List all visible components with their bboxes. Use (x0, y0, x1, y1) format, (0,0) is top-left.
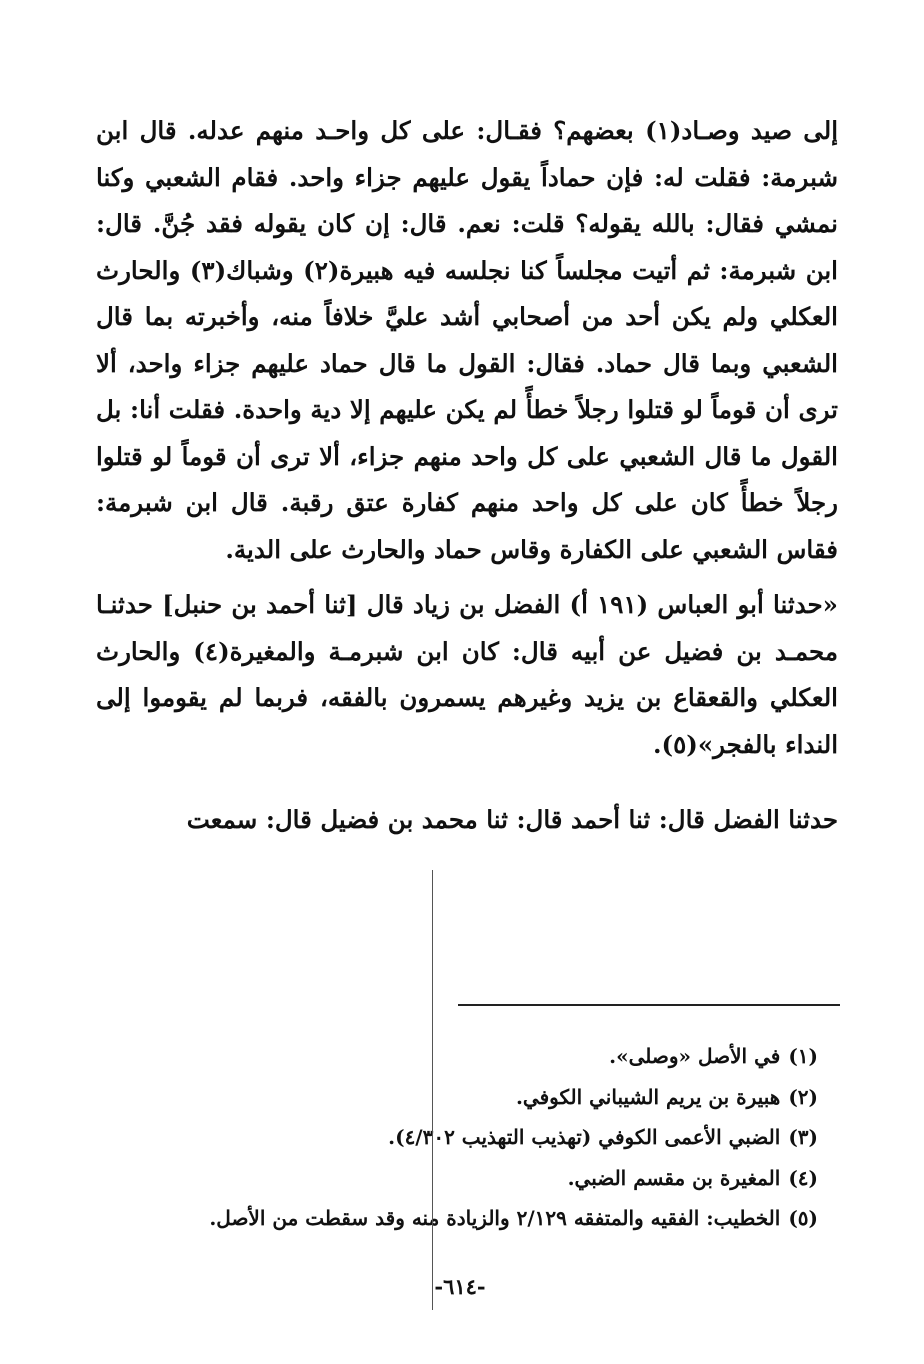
footnote-4 (96, 1158, 818, 1199)
footnote-text: المغيرة بن مقسم الضبي. (567, 1165, 781, 1190)
body-paragraph-2: «حدثنا أبو العباس (١٩١ أ) الفضل بن زياد قال [ثنا أحمد بن حنبل] حدثنـا محمـد بن فضيل عن أبيه قال: كان ابن شبرمـة والمغيرة(٤) والحارث العكلي والقعقاع بن يزيد وغيرهم يسمرون بالفقه، فربما لم يقوموا إلى النداء بالفجر»(٥). (96, 590, 838, 759)
body-paragraph-1: إلى صيد وصـاد(١) بعضهم؟ فقـال: على كل واحـد منهم عدله. قال ابن شبرمة: فقلت له: فإن حماداً يقول عليهم جزاء واحد. فقام الشعبي وكنا نمشي فقال: بالله يقوله؟ قلت: نعم. قال: إن كان يقوله فقد جُنَّ. قال: ابن شبرمة: ثم أتيت مجلساً كنا نجلسه فيه هبيرة(٢) وشباك(٣) والحارث العكلي ولم يكن أحد من أصحابي أشد عليَّ خلافاً منه، وأخبرته بما قال الشعبي وبما قال حماد. فقال: القول ما قال حماد عليهم جزاء واحد، ألا ترى أن قوماً لو قتلوا رجلاً خطأً لم يكن عليهم إلا دية واحدة. فقلت أنا: بل القول ما قال الشعبي على كل واحد منهم جزاء، ألا ترى أن قوماً لو قتلوا رجلاً خطأً كان على كل واحد منهم كفارة عتق رقبة. قال ابن شبرمة: فقاس الشعبي على الكفارة وقاس حماد والحارث على الدية. (96, 116, 838, 564)
footnote-text: في الأصل «وصلى». (609, 1044, 781, 1068)
footnote-text: الضبي الأعمى الكوفي (تهذيب التهذيب ٤/٣٠٢). (388, 1125, 781, 1149)
footnote-number: (٤) (788, 1165, 818, 1190)
footnote-5 (96, 1198, 818, 1239)
footnote-number: (٣) (788, 1125, 818, 1149)
footnote-number: (٥) (788, 1206, 818, 1230)
scan-artifact-line (432, 870, 433, 1310)
footnote-1 (96, 1036, 818, 1077)
footnote-3 (96, 1117, 818, 1158)
footnote-number: (٢) (788, 1084, 818, 1109)
footnote-text: الخطيب: الفقيه والمتفقه ٢/١٢٩ والزيادة منه وقد سقطت من الأصل. (209, 1206, 781, 1230)
footnote-number: (١) (788, 1044, 818, 1068)
footnote-separator (458, 1004, 840, 1006)
page-number: -٦١٤- (434, 1274, 486, 1299)
footnote-text: هبيرة بن يريم الشيباني الكوفي. (515, 1084, 781, 1109)
body-paragraph-3: حدثنا الفضل قال: ثنا أحمد قال: ثنا محمد بن فضيل قال: سمعت (186, 805, 838, 834)
footnote-2 (96, 1077, 818, 1118)
footnotes-block (96, 1036, 818, 1239)
